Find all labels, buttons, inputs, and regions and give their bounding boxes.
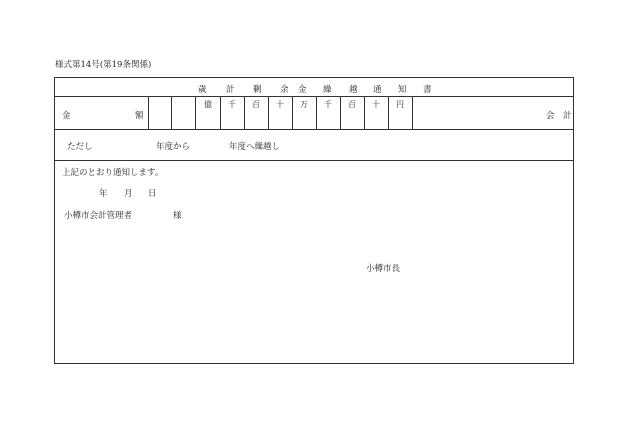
amount-row-divider	[54, 129, 574, 130]
digit-col-divider-9	[412, 96, 413, 129]
proviso-to-year: 年度へ繰越し	[229, 142, 281, 152]
sender-name: 小樽市長	[366, 264, 401, 274]
title-row-divider	[54, 96, 574, 97]
unit-header-hyaku: 百	[252, 100, 260, 109]
proviso-label: ただし	[67, 142, 93, 152]
amount-label-divider	[148, 96, 149, 129]
amount-label-left: 金	[62, 111, 71, 121]
unit-header-sen: 千	[228, 100, 236, 109]
proviso-from-year: 年度から	[156, 142, 191, 152]
unit-header-en: 円	[396, 100, 404, 109]
title-char: 剰	[253, 85, 262, 95]
blank-col-divider-1	[171, 96, 172, 129]
title-char: 越	[349, 85, 358, 95]
title-char: 金	[298, 85, 307, 95]
unit-header-juu: 十	[276, 100, 284, 109]
unit-header-man: 万	[300, 100, 308, 109]
title-char: 繰	[323, 85, 332, 95]
date-month: 月	[124, 189, 133, 199]
recipient-honorific: 様	[173, 211, 182, 221]
date-day: 日	[148, 189, 157, 199]
recipient-title: 小樽市会計管理者	[64, 211, 133, 221]
title-char: 通	[373, 85, 382, 95]
unit-header-juu: 十	[372, 100, 380, 109]
title-char: 知	[398, 85, 407, 95]
title-char: 歳	[198, 85, 207, 95]
amount-label-right: 額	[135, 111, 144, 121]
unit-header-oku: 億	[204, 100, 212, 109]
title-char: 書	[423, 85, 432, 95]
accounting-label: 会 計	[546, 111, 572, 121]
form-number-label: 様式第14号(第19条関係)	[55, 60, 152, 70]
date-year: 年	[99, 189, 108, 199]
notice-text: 上記のとおり通知します。	[62, 168, 164, 178]
title-char: 計	[226, 85, 235, 95]
unit-header-hyaku: 百	[348, 100, 356, 109]
title-char: 余	[280, 85, 289, 95]
unit-header-sen: 千	[324, 100, 332, 109]
proviso-row-divider	[54, 160, 574, 161]
